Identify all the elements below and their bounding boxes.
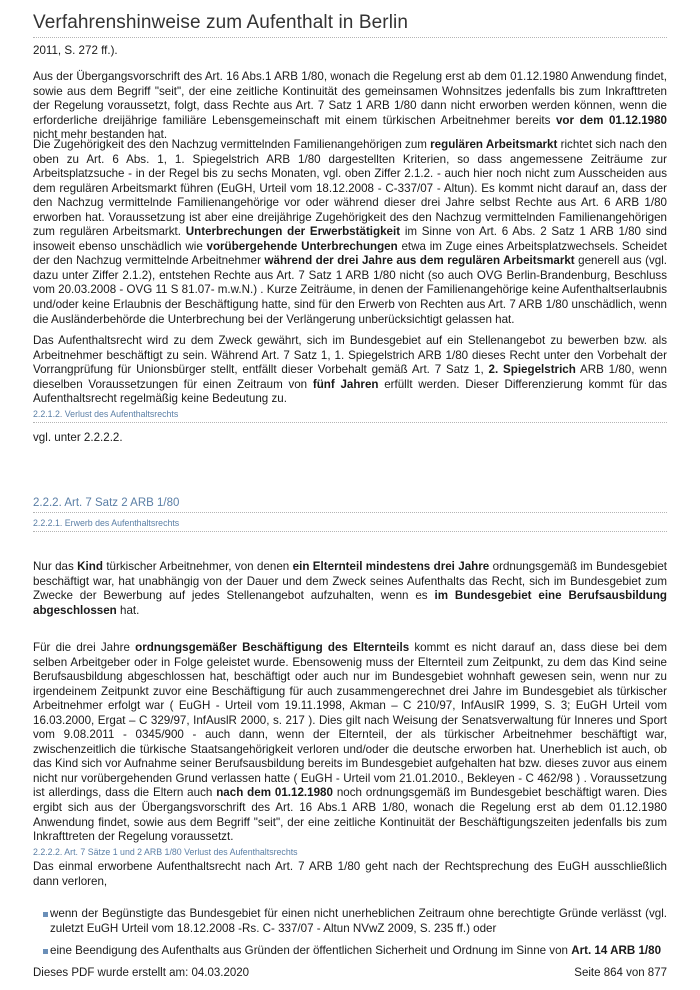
paragraph-zugehoerigkeit: Die Zugehörigkeit des den Nachzug vermittelnden Familienangehörigen zum regulären Arbeitsmarkt richtet sich nach den oben zu Art. 6 Abs. 1, 1. Spiegelstrich ARB 1/80 dargestellten Kriterien, so dass angemessene Zeiträume zur Arbeitsplatzsuche - in der Regel bis zu sechs Monaten, vgl. oben Ziffer 2.1.2. - auch hier noch nicht zum Ausscheiden aus dem regulären Arbeitsmarkt führen (EuGH, Urteil vom 18.12.2008 - C-337/07 - Altun). Es kommt nicht darauf an, dass der den Nachzug vermittelnde Familienangehörige vor oder während dieser drei Jahre selbst Rechte aus Art. 6 ARB 1/80 erworben hat. Voraussetzung ist aber eine dreijährige Zugehörigkeit des den Nachzug vermittelnden Familienangehörigen zum regulären Arbeitsmarkt. Unterbrechungen der Erwerbstätigkeit im Sinne von Art. 6 Abs. 2 Satz 1 ARB 1/80 sind insoweit ebenso unschädlich wie vorübergehende Unterbrechungen etwa im Zuge eines Arbeitsplatzwechsels. Scheidet der den Nachzug vermittelnde Arbeitnehmer während der drei Jahre aus dem regulären Arbeitsmarkt generell aus (vgl. dazu unter Ziffer 2.1.2), entstehen Rechte aus Art. 7 Satz 1 ARB 1/80 nicht (so auch OVG Berlin-Brandenburg, Beschluss vom 20.03.2008 - OVG 11 S 81.07- m.w.N.) . Kurze Zeiträume, in denen der Familienangehörige keine Aufenthaltserlaubnis und/oder keine Erlaubnis der Beschäftigung hatte, sind für den Erwerb von Rechten aus Art. 7 ARB 1/80 unschädlich, wenn die Ausländerbehörde die Unterbrechung bei der Verlängerung unberücksichtigt gelassen hat. [33, 138, 668, 326]
section-heading-art7-satz2: 2.2.2. Art. 7 Satz 2 ARB 1/80 [33, 497, 667, 513]
footer-created-date: Dieses PDF wurde erstellt am: 04.03.2020 [33, 967, 250, 979]
paragraph-drei-jahre: Für die drei Jahre ordnungsgemäßer Beschäftigung des Elternteils kommt es nicht darauf an, dass diese bei dem selben Arbeitgeber oder in Folge geleistet wurde. Ebensowenig muss der Elternteil zum Zeitpunkt, zu dem das Kind seine Berufsausbildung abgeschlossen hat, beschäftigt oder auch nur im Bundesgebiet wohnhaft gewesen sein, wenn nur zu irgendeinem Zeitpunkt zuvor eine Beschäftigung für auch zusammengerechnet drei Jahre im Bundesgebiet als türkischer Arbeitnehmer erfolgt war ( EuGH - Urteil vom 19.11.1998, Akman – C 210/97, InfAuslR 1999, S. 3; EuGH Urteil vom 16.03.2000, Ergat – C 329/97, InfAuslR 2000, s. 217 ). Dies gilt nach Weisung der Senatsverwaltung für Inneres und Sport vom 9.08.2011 - 0345/900 - auch dann, wenn der Elternteil, der als türkischer Arbeitnehmer beschäftigt war, zwischenzeitlich die türkische Staatsangehörigkeit verloren und/oder die deutsche erworben hat. Unerheblich ist auch, ob das Kind sich vor Aufnahme seiner Berufsausbildung bereits im Bundesgebiet aufgehalten hat bzw. dieses zuvor aus einem nicht nur vorübergehenden Grund verlassen hatte ( EuGH - Urteil vom 21.01.2010., Bekleyen - C 462/98 ) . Voraussetzung ist allerdings, dass die Eltern auch nach dem 01.12.1980 noch ordnungsgemäß im Bundesgebiet beschäftigt waren. Dies ergibt sich aus der Übergangsvorschrift des Art. 16 Abs.1 ARB 1/80, wonach die Regelung erst ab dem 01.12.1980 Anwendung findet, sowie aus dem Begriff "seit", der eine zeitliche Kontinuität der Beschäftigungszeiten jedenfalls bis zum Inkrafttreten der Regelung voraussetzt. [33, 641, 667, 844]
citation-line: 2011, S. 272 ff.). [33, 44, 118, 57]
list-item: wenn der Begünstigte das Bundesgebiet für einen nicht unerheblichen Zeitraum ohne berechtigte Gründe verlässt (vgl. zuletzt EuGH Urteil vom 18.12.2008 -Rs. C- 337/07 - Altun NVwZ 2009, S. 235 ff.) oder [33, 907, 667, 936]
section-heading-erwerb: 2.2.2.1. Erwerb des Aufenthaltsrechts [33, 518, 667, 532]
footer-page-number: Seite 864 von 877 [574, 967, 667, 979]
paragraph-aufenthaltszweck: Das Aufenthaltsrecht wird zu dem Zweck gewährt, sich im Bundesgebiet auf ein Stellenangebot zu bewerben bzw. als Arbeitnehmer beschäftigt zu sein. Während Art. 7 Satz 1, 1. Spiegelstrich ARB 1/80 dieses Recht unter den Vorbehalt der Vorrangprüfung für Unionsbürger stellt, entfällt dieser Vorbehalt gemäß Art. 7 Satz 1, 2. Spiegelstrich ARB 1/80, wenn dieselben Voraussetzungen für einen Zeitraum von fünf Jahren erfüllt werden. Dieser Differenzierung kommt für das Aufenthaltsrecht regelmäßig keine Bedeutung zu. [33, 334, 667, 406]
page-footer [33, 967, 667, 979]
paragraph-einmal-erworben: Das einmal erworbene Aufenthaltsrecht nach Art. 7 ARB 1/80 geht nach der Rechtsprechung des EuGH ausschließlich dann verloren, [33, 860, 667, 888]
paragraph-uebergangsvorschrift: Aus der Übergangsvorschrift des Art. 16 Abs.1 ARB 1/80, wonach die Regelung erst ab dem 01.12.1980 Anwendung findet, sowie aus dem Begriff "seit", der eine zeitliche Kontinuität des gemeinsamen Wohnsitzes jedenfalls bis zum Inkrafttreten der Regelung voraussetzt, folgt, dass Rechte aus Art. 7 Satz 1 ARB 1/80 dann nicht erworben werden können, wenn die erforderliche dreijährige familiäre Lebensgemeinschaft mit einem türkischen Arbeitnehmer bereits vor dem 01.12.1980 nicht mehr bestanden hat. [33, 70, 667, 142]
title-divider [33, 37, 667, 38]
paragraph-vgl: vgl. unter 2.2.2.2. [33, 431, 123, 444]
section-heading-verlust: 2.2.1.2. Verlust des Aufenthaltsrechts [33, 409, 667, 423]
paragraph-kind: Nur das Kind türkischer Arbeitnehmer, von denen ein Elternteil mindestens drei Jahre ordnungsgemäß im Bundesgebiet beschäftigt war, hat unabhängig von der Dauer und dem Zweck seines Aufenthalts das Recht, sich im Bundesgebiet zum Zwecke der Bewerbung auf jedes Stellenangebot aufzuhalten, wenn es im Bundesgebiet eine Berufsausbildung abgeschlossen hat. [33, 560, 667, 617]
verlust-conditions-list [33, 907, 667, 967]
page-title: Verfahrenshinweise zum Aufenthalt in Berlin [33, 12, 409, 33]
list-item: eine Beendigung des Aufenthalts aus Gründen der öffentlichen Sicherheit und Ordnung im Sinne von Art. 14 ARB 1/80 [33, 944, 667, 959]
bullet-square-icon [43, 912, 48, 917]
bullet-square-icon [43, 949, 48, 954]
section-heading-verlust-2: 2.2.2.2. Art. 7 Sätze 1 und 2 ARB 1/80 Verlust des Aufenthaltsrechts [33, 847, 298, 857]
